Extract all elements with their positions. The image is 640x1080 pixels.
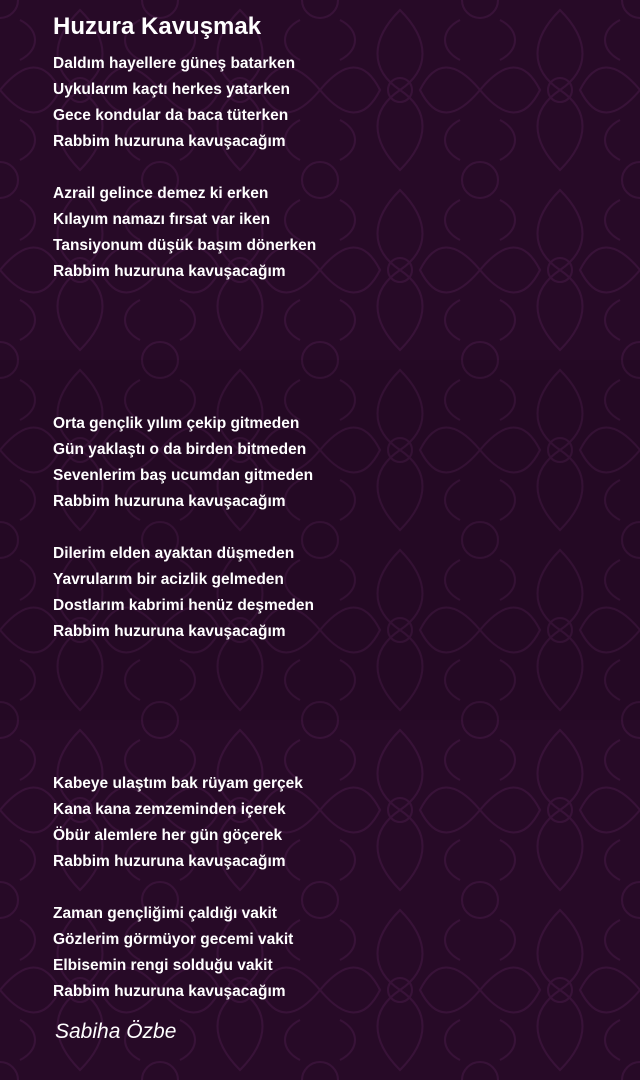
- poem-line: Öbür alemlere her gün göçerek: [53, 827, 283, 844]
- poem-line: Gözlerim görmüyor gecemi vakit: [53, 931, 294, 948]
- poem-line: Azrail gelince demez ki erken: [53, 185, 269, 202]
- poem-line: Rabbim huzuruna kavuşacağım: [53, 623, 286, 640]
- poem-line: Zaman gençliğimi çaldığı vakit: [53, 905, 277, 922]
- stanza-6: [53, 901, 293, 1005]
- poem-line: Yavrularım bir acizlik gelmeden: [53, 571, 284, 588]
- poem-line: Rabbim huzuruna kavuşacağım: [53, 983, 286, 1000]
- poem-line: Rabbim huzuruna kavuşacağım: [53, 853, 286, 870]
- poem-line: Kılayım namazı fırsat var iken: [53, 211, 271, 228]
- stanza-2: [53, 181, 316, 285]
- poem-line: Rabbim huzuruna kavuşacağım: [53, 133, 286, 150]
- poem-author: Sabiha Özbe: [55, 1020, 177, 1043]
- poem-line: Kana kana zemzeminden içerek: [53, 801, 286, 818]
- poem-line: Orta gençlik yılım çekip gitmeden: [53, 415, 300, 432]
- poem-line: Gece kondular da baca tüterken: [53, 107, 289, 124]
- stanza-5: [53, 771, 303, 875]
- poem-line: Rabbim huzuruna kavuşacağım: [53, 493, 286, 510]
- poem-line: Daldım hayellere güneş batarken: [53, 55, 296, 72]
- poem-line: Uykularım kaçtı herkes yatarken: [53, 81, 290, 98]
- poem-line: Tansiyonum düşük başım dönerken: [53, 237, 317, 254]
- poem-line: Dilerim elden ayaktan düşmeden: [53, 545, 295, 562]
- poem-line: Kabeye ulaştım bak rüyam gerçek: [53, 775, 303, 792]
- poem-line: Gün yaklaştı o da birden bitmeden: [53, 441, 307, 458]
- poem-line: Elbisemin rengi solduğu vakit: [53, 957, 273, 974]
- poem-line: Sevenlerim baş ucumdan gitmeden: [53, 467, 314, 484]
- poem-line: Rabbim huzuruna kavuşacağım: [53, 263, 286, 280]
- stanza-1: [53, 51, 295, 155]
- poem-title: Huzura Kavuşmak: [53, 13, 262, 40]
- stanza-4: [53, 541, 314, 645]
- poem-line: Dostlarım kabrimi henüz deşmeden: [53, 597, 314, 614]
- stanza-3: [53, 411, 313, 515]
